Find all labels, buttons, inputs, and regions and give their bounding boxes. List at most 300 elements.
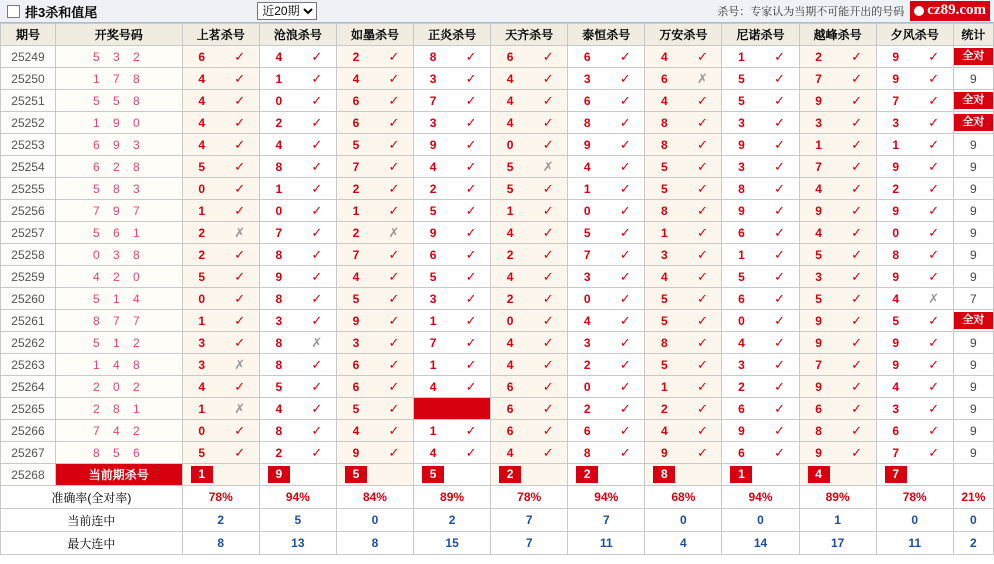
result-mark	[761, 138, 799, 151]
kill-number: 6	[583, 423, 591, 438]
kill-number-cell	[722, 354, 799, 376]
check-icon: ✓	[851, 335, 863, 350]
kill-number-cell	[259, 178, 336, 200]
result-mark	[683, 138, 721, 151]
result-mark	[915, 160, 953, 173]
result-mark	[761, 380, 799, 393]
result-mark	[298, 182, 336, 195]
kill-number-cell	[491, 332, 568, 354]
result-mark	[221, 402, 259, 415]
kill-number-cell	[491, 222, 568, 244]
row-stat: 9	[953, 178, 993, 200]
summary-value: 78%	[876, 486, 953, 509]
result-mark	[452, 292, 490, 305]
kill-number-cell	[568, 288, 645, 310]
kill-number: 1	[429, 313, 437, 328]
kill-number-cell	[491, 288, 568, 310]
check-icon: ✓	[696, 313, 708, 328]
kill-number: 4	[661, 49, 668, 64]
summary-value: 89%	[799, 486, 876, 509]
table-row	[1, 112, 994, 134]
kill-number: 8	[583, 115, 591, 130]
kill-number-cell	[722, 376, 799, 398]
kill-number-cell	[414, 178, 491, 200]
result-mark	[452, 94, 490, 107]
kill-number-cell	[259, 288, 336, 310]
kill-number: 6	[352, 379, 360, 394]
current-kill-number: 1	[730, 466, 752, 483]
kill-number-cell	[414, 288, 491, 310]
kill-number-cell	[799, 310, 876, 332]
kill-number: 8	[275, 291, 283, 306]
kill-number: 0	[275, 93, 283, 108]
row-issue: 25266	[1, 420, 56, 442]
check-icon: ✓	[234, 313, 246, 328]
kill-number: 2	[275, 445, 283, 460]
check-icon: ✓	[774, 159, 785, 174]
check-icon: ✓	[696, 335, 708, 350]
kill-number-cell	[799, 442, 876, 464]
kill-number: 4	[506, 357, 514, 372]
kill-number: 6	[738, 291, 745, 306]
result-mark	[761, 270, 799, 283]
current-kill-number-cell	[568, 464, 645, 486]
cross-icon: ✗	[311, 335, 323, 350]
kill-number: 2	[198, 225, 206, 240]
check-icon: ✓	[928, 93, 940, 108]
kill-number-cell	[876, 354, 953, 376]
result-mark	[221, 380, 259, 393]
kill-number-cell	[182, 112, 259, 134]
result-mark	[915, 138, 953, 151]
kill-number-cell	[491, 134, 568, 156]
check-icon: ✓	[542, 203, 554, 218]
result-mark	[452, 248, 490, 261]
kill-number: 6	[506, 401, 514, 416]
kill-number: 9	[892, 71, 900, 86]
row-issue: 25265	[1, 398, 56, 420]
kill-number-cell	[414, 310, 491, 332]
summary-value: 2	[182, 509, 259, 532]
header-row	[1, 24, 994, 46]
kill-number: 5	[661, 313, 668, 328]
check-icon: ✓	[619, 313, 631, 328]
check-icon: ✓	[851, 247, 863, 262]
row-issue: 25252	[1, 112, 56, 134]
kill-number-cell	[259, 332, 336, 354]
row-draw-code: 8 7 7	[55, 310, 182, 332]
current-kill-number-cell	[799, 464, 876, 486]
check-icon: ✓	[619, 203, 631, 218]
header-checkbox[interactable]	[7, 5, 20, 18]
kill-number: 2	[198, 247, 206, 262]
check-icon: ✓	[928, 137, 940, 152]
kill-number: 4	[275, 401, 283, 416]
kill-number: 6	[352, 115, 360, 130]
result-mark	[761, 314, 799, 327]
cross-icon: ✗	[696, 71, 708, 86]
kill-number: 3	[892, 115, 900, 130]
kill-number-cell	[876, 222, 953, 244]
kill-number-cell	[259, 134, 336, 156]
kill-number: 8	[275, 247, 283, 262]
kill-number: 9	[352, 313, 360, 328]
kill-number: 1	[275, 181, 283, 196]
check-icon: ✓	[696, 49, 708, 64]
kill-number: 5	[661, 159, 668, 174]
kill-number-cell	[182, 398, 259, 420]
kill-number-cell	[182, 178, 259, 200]
result-mark	[221, 358, 259, 371]
row-draw-code: 5 5 8	[55, 90, 182, 112]
result-mark	[452, 226, 490, 239]
result-mark	[838, 72, 876, 85]
kill-number-cell	[876, 178, 953, 200]
result-mark	[221, 292, 259, 305]
kill-number: 4	[892, 291, 900, 306]
check-icon: ✓	[465, 137, 477, 152]
kill-number: 8	[815, 423, 822, 438]
check-icon: ✓	[928, 335, 940, 350]
kill-number-cell	[491, 376, 568, 398]
kill-number: 9	[892, 357, 900, 372]
kill-number: 5	[198, 445, 206, 460]
result-mark	[606, 424, 644, 437]
kill-number-cell	[568, 134, 645, 156]
check-icon: ✓	[851, 445, 863, 460]
check-icon: ✓	[851, 401, 863, 416]
check-icon: ✓	[619, 93, 631, 108]
result-mark	[838, 182, 876, 195]
row-stat: 9	[953, 398, 993, 420]
check-icon: ✓	[851, 313, 863, 328]
check-icon: ✓	[696, 225, 708, 240]
kill-number-cell	[259, 112, 336, 134]
kill-number-cell	[722, 420, 799, 442]
check-icon: ✓	[234, 291, 246, 306]
check-icon: ✓	[311, 71, 323, 86]
kill-number-cell	[722, 90, 799, 112]
kill-number-cell	[414, 376, 491, 398]
result-mark	[761, 402, 799, 415]
result-mark	[761, 336, 799, 349]
table-row	[1, 244, 994, 266]
kill-number: 7	[352, 159, 360, 174]
result-mark	[606, 50, 644, 63]
check-icon: ✓	[774, 379, 785, 394]
summary-value: 15	[414, 532, 491, 555]
result-mark	[838, 226, 876, 239]
result-mark	[683, 292, 721, 305]
check-icon: ✓	[311, 291, 323, 306]
result-mark	[683, 424, 721, 437]
kill-number-cell	[799, 376, 876, 398]
kill-number: 6	[815, 401, 822, 416]
check-icon: ✓	[388, 445, 400, 460]
check-icon: ✓	[774, 269, 785, 284]
result-mark	[529, 50, 567, 63]
kill-number-cell	[645, 420, 722, 442]
result-mark	[221, 248, 259, 261]
kill-number-cell	[568, 266, 645, 288]
kill-number: 1	[429, 423, 437, 438]
site-logo[interactable]	[910, 1, 990, 21]
result-mark	[915, 380, 953, 393]
table-row	[1, 178, 994, 200]
kill-number: 3	[429, 71, 437, 86]
page-header	[0, 0, 994, 23]
kill-number-cell	[568, 112, 645, 134]
table-body	[1, 46, 994, 555]
check-icon: ✓	[388, 137, 400, 152]
kill-number-cell	[491, 310, 568, 332]
check-icon: ✓	[851, 181, 863, 196]
kill-number: 9	[892, 203, 900, 218]
kill-number-cell	[491, 398, 568, 420]
kill-number: 9	[738, 203, 745, 218]
result-mark	[452, 204, 490, 217]
check-icon: ✓	[465, 225, 477, 240]
row-issue: 25254	[1, 156, 56, 178]
kill-number-cell	[259, 46, 336, 68]
check-icon: ✓	[388, 291, 400, 306]
kill-number-cell	[414, 266, 491, 288]
check-icon: ✓	[696, 269, 708, 284]
result-mark	[761, 160, 799, 173]
summary-value: 94%	[259, 486, 336, 509]
kill-number: 9	[815, 313, 822, 328]
summary-row	[1, 486, 994, 509]
table-row	[1, 310, 994, 332]
result-mark	[683, 402, 721, 415]
kill-number: 4	[198, 379, 206, 394]
check-icon: ✓	[311, 357, 323, 372]
kill-number-cell	[799, 178, 876, 200]
kill-number: 3	[198, 357, 206, 372]
kill-number-cell	[414, 46, 491, 68]
result-mark	[915, 116, 953, 129]
kill-number: 8	[892, 247, 900, 262]
check-icon: ✓	[388, 49, 400, 64]
kill-number-cell	[491, 90, 568, 112]
kill-number-cell	[645, 288, 722, 310]
kill-number: 4	[506, 225, 514, 240]
row-draw-code: 1 4 8	[55, 354, 182, 376]
check-icon: ✓	[928, 313, 940, 328]
result-mark	[606, 138, 644, 151]
kill-number: 1	[352, 203, 360, 218]
kill-number: 4	[506, 93, 514, 108]
kill-number-cell	[336, 46, 413, 68]
result-mark	[683, 226, 721, 239]
result-mark	[452, 50, 490, 63]
row-draw-code: 7 9 7	[55, 200, 182, 222]
check-icon: ✓	[928, 445, 940, 460]
kill-number: 3	[815, 269, 822, 284]
current-stat	[953, 464, 993, 486]
check-icon: ✓	[928, 181, 940, 196]
check-icon: ✓	[928, 71, 940, 86]
row-issue: 25257	[1, 222, 56, 244]
kill-number-cell	[568, 244, 645, 266]
row-draw-code: 5 1 2	[55, 332, 182, 354]
kill-number: 4	[352, 423, 360, 438]
check-icon: ✓	[619, 269, 631, 284]
row-stat	[953, 112, 993, 134]
kill-number: 4	[429, 379, 437, 394]
kill-number-cell	[336, 68, 413, 90]
check-icon: ✓	[542, 181, 554, 196]
check-icon: ✓	[542, 93, 554, 108]
period-select[interactable]	[257, 2, 317, 20]
row-stat: 9	[953, 420, 993, 442]
check-icon: ✓	[851, 49, 863, 64]
kill-number: 2	[583, 357, 591, 372]
result-mark	[838, 50, 876, 63]
kill-number-cell	[799, 46, 876, 68]
check-icon: ✓	[234, 445, 246, 460]
header-right	[717, 0, 994, 22]
kill-number-cell	[414, 442, 491, 464]
kill-number: 9	[275, 269, 283, 284]
kill-number: 2	[738, 379, 745, 394]
kill-number: 4	[506, 335, 514, 350]
kill-number-cell	[722, 310, 799, 332]
col-expert-8: 尼诺杀号	[722, 24, 799, 46]
check-icon: ✓	[696, 379, 708, 394]
result-mark	[298, 336, 336, 349]
check-icon: ✓	[542, 115, 554, 130]
row-stat: 9	[953, 200, 993, 222]
kill-number-cell	[336, 200, 413, 222]
kill-number-cell	[259, 200, 336, 222]
kill-number-cell	[722, 46, 799, 68]
check-icon: ✓	[928, 269, 940, 284]
result-mark	[838, 314, 876, 327]
kill-number-cell	[799, 354, 876, 376]
kill-number-cell	[799, 288, 876, 310]
result-mark	[761, 204, 799, 217]
row-issue: 25255	[1, 178, 56, 200]
kill-number: 5	[661, 181, 668, 196]
result-mark	[915, 270, 953, 283]
result-mark	[761, 248, 799, 261]
kill-number: 2	[506, 291, 514, 306]
summary-stat: 21%	[953, 486, 993, 509]
check-icon: ✓	[774, 401, 785, 416]
cross-icon: ✗	[234, 357, 246, 372]
result-mark	[915, 182, 953, 195]
kill-number-cell	[336, 442, 413, 464]
result-mark	[452, 160, 490, 173]
check-icon: ✓	[234, 49, 246, 64]
check-icon: ✓	[388, 357, 400, 372]
result-mark	[915, 292, 953, 305]
summary-value: 4	[645, 532, 722, 555]
kill-number: 7	[352, 247, 360, 262]
kill-number-cell	[645, 332, 722, 354]
result-mark	[529, 94, 567, 107]
check-icon: ✓	[311, 269, 323, 284]
kill-number-cell	[259, 266, 336, 288]
kill-number: 9	[738, 137, 745, 152]
kill-number-cell	[259, 310, 336, 332]
kill-number: 9	[892, 159, 900, 174]
result-mark	[298, 226, 336, 239]
kill-number-cell	[491, 178, 568, 200]
kill-number-cell	[568, 442, 645, 464]
kill-number-cell	[876, 134, 953, 156]
col-expert-2: 沧浪杀号	[259, 24, 336, 46]
table-row	[1, 288, 994, 310]
result-mark	[529, 314, 567, 327]
cross-icon: ✗	[234, 225, 246, 240]
check-icon: ✓	[388, 203, 400, 218]
check-icon: ✓	[928, 423, 940, 438]
kill-number: 3	[738, 159, 745, 174]
summary-label: 最大连中	[1, 532, 183, 555]
kill-number-cell	[182, 244, 259, 266]
summary-value: 94%	[568, 486, 645, 509]
kill-number: 6	[583, 93, 591, 108]
cross-icon: ✗	[388, 225, 400, 240]
kill-number: 3	[429, 115, 437, 130]
check-icon: ✓	[388, 159, 400, 174]
check-icon: ✓	[542, 357, 554, 372]
kill-number: 3	[892, 401, 900, 416]
kill-number: 0	[738, 313, 745, 328]
row-draw-code: 2 0 2	[55, 376, 182, 398]
kill-number: 9	[352, 445, 360, 460]
kill-number-cell	[182, 288, 259, 310]
check-icon: ✓	[465, 313, 477, 328]
summary-value: 5	[259, 509, 336, 532]
current-kill-number-cell	[259, 464, 336, 486]
cross-icon: ✗	[234, 401, 246, 416]
check-icon: ✓	[851, 93, 863, 108]
check-icon: ✓	[696, 181, 708, 196]
check-icon: ✓	[542, 225, 554, 240]
check-icon: ✓	[851, 71, 863, 86]
kill-number: 8	[661, 335, 668, 350]
result-mark	[606, 402, 644, 415]
kill-number-cell	[336, 178, 413, 200]
kill-number-cell	[876, 288, 953, 310]
check-icon: ✓	[774, 423, 785, 438]
kill-number: 2	[352, 49, 360, 64]
kill-number: 0	[583, 379, 591, 394]
result-mark	[375, 446, 413, 459]
col-stat: 统计	[953, 24, 993, 46]
kill-number: 4	[275, 137, 283, 152]
summary-value: 7	[491, 509, 568, 532]
result-mark	[915, 72, 953, 85]
row-draw-code: 6 2 8	[55, 156, 182, 178]
kill-number-cell	[568, 332, 645, 354]
result-mark	[683, 358, 721, 371]
summary-value: 13	[259, 532, 336, 555]
result-mark	[761, 116, 799, 129]
row-stat	[953, 90, 993, 112]
kill-number-cell	[722, 442, 799, 464]
check-icon: ✓	[696, 423, 708, 438]
kill-number-cell	[568, 156, 645, 178]
kill-number-cell	[336, 288, 413, 310]
summary-value: 68%	[645, 486, 722, 509]
kill-number: 5	[738, 93, 745, 108]
check-icon: ✓	[388, 181, 400, 196]
check-icon: ✓	[465, 357, 477, 372]
